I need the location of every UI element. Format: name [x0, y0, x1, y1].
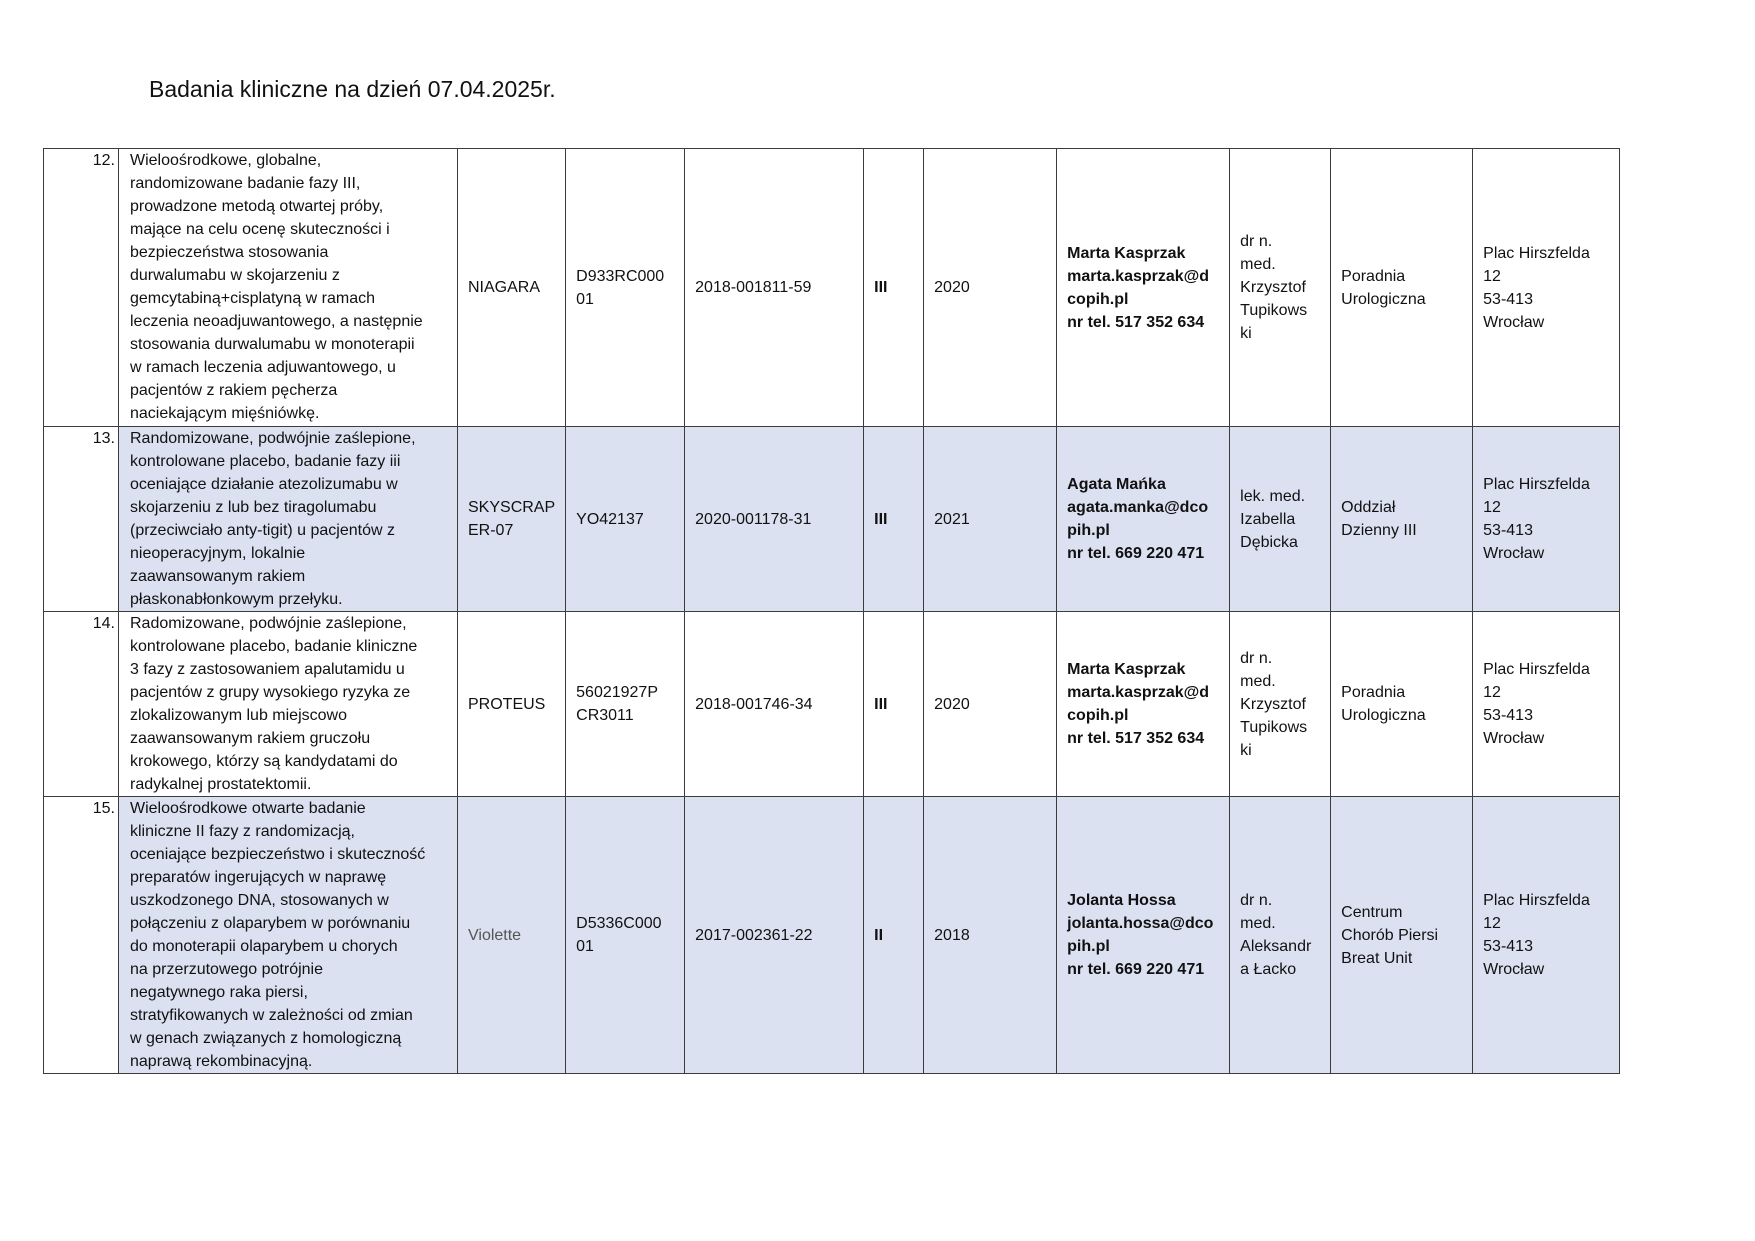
cell-line: bezpieczeństwa stosowania	[130, 244, 329, 261]
cell-line: Violette	[468, 926, 522, 944]
cell-line: SKYSCRAP	[468, 499, 556, 516]
trial-coordinator	[1057, 612, 1230, 797]
cell-line: Plac Hirszfelda	[1483, 661, 1590, 678]
cell-line: D5336C000	[576, 915, 662, 932]
trial-number: 14.	[44, 612, 119, 797]
cell-line: naciekającym mięśniówkę.	[130, 405, 320, 422]
cell-line: Breat Unit	[1341, 949, 1413, 967]
cell-line: skojarzeniu z lub bez tiragolumabu	[130, 499, 377, 516]
trial-address	[1473, 427, 1620, 612]
cell-line: Aleksandr	[1240, 938, 1312, 955]
cell-line: Agata Mańka	[1067, 476, 1166, 493]
trial-address	[1473, 797, 1620, 1074]
cell-line: Marta Kasprzak	[1067, 661, 1186, 678]
cell-line: CR3011	[576, 707, 634, 724]
cell-line: 01	[576, 290, 594, 308]
trial-number: 12.	[44, 149, 119, 427]
trial-protocol	[566, 427, 685, 612]
cell-line: Izabella	[1240, 510, 1296, 528]
trial-year: 2021	[924, 427, 1057, 612]
cell-line: copih.pl	[1067, 290, 1129, 308]
cell-line: Oddział	[1341, 499, 1396, 516]
trial-title	[119, 149, 458, 427]
cell-line: Centrum	[1341, 903, 1403, 921]
cell-line: Wrocław	[1483, 545, 1545, 562]
cell-line: Marta Kasprzak	[1067, 244, 1186, 262]
cell-line: nr tel. 669 220 471	[1067, 545, 1205, 562]
cell-line: med.	[1240, 672, 1276, 690]
cell-line: kliniczne II fazy z randomizacją,	[130, 823, 355, 840]
cell-line: 12	[1483, 499, 1501, 516]
cell-line: copih.pl	[1067, 707, 1129, 724]
trial-protocol	[566, 797, 685, 1074]
cell-line: 12	[1483, 684, 1501, 701]
trial-investigator	[1230, 427, 1331, 612]
trial-phase: III	[864, 427, 924, 612]
cell-line: Wieloośrodkowe, globalne,	[130, 152, 322, 169]
cell-line: Tupikows	[1240, 302, 1308, 319]
cell-line: marta.kasprzak@d	[1067, 684, 1210, 701]
cell-line: na przerzutowego potrójnie	[130, 961, 324, 978]
trial-protocol	[566, 612, 685, 797]
trial-acronym	[458, 612, 566, 797]
cell-line: Urologiczna	[1341, 707, 1426, 724]
cell-line: 53-413	[1483, 522, 1533, 539]
cell-line: uszkodzonego DNA, stosowanych w	[130, 892, 389, 909]
cell-line: płaskonabłonkowym przełyku.	[130, 591, 343, 608]
trial-coordinator	[1057, 797, 1230, 1074]
cell-line: zlokalizowanym lub miejscowo	[130, 707, 347, 724]
cell-line: 53-413	[1483, 290, 1533, 308]
cell-line: a Łacko	[1240, 961, 1297, 978]
cell-line: Wieloośrodkowe otwarte badanie	[130, 800, 366, 817]
cell-line: med.	[1240, 915, 1276, 932]
trial-acronym	[458, 149, 566, 427]
cell-line: Plac Hirszfelda	[1483, 892, 1590, 909]
trial-year: 2020	[924, 149, 1057, 427]
cell-line: NIAGARA	[468, 279, 541, 296]
cell-line: ER-07	[468, 522, 514, 539]
cell-line: zaawansowanym rakiem gruczołu	[130, 730, 371, 747]
cell-line: durwalumabu w skojarzeniu z	[130, 267, 340, 284]
cell-line: 12	[1483, 915, 1501, 932]
cell-line: pacjentów z rakiem pęcherza	[130, 382, 338, 399]
cell-line: Dzienny III	[1341, 522, 1417, 539]
cell-line: nr tel. 517 352 634	[1067, 313, 1205, 331]
cell-line: agata.manka@dco	[1067, 499, 1209, 516]
cell-line: dr n.	[1240, 649, 1273, 667]
cell-line: naprawą rekombinacyjną.	[130, 1053, 313, 1070]
cell-line: Chorób Piersi	[1341, 926, 1439, 944]
cell-line: 01	[576, 938, 594, 955]
cell-line: radykalnej prostatektomii.	[130, 776, 312, 793]
cell-line: Krzysztof	[1240, 279, 1306, 296]
table-row	[44, 427, 1620, 612]
cell-line: Tupikows	[1240, 718, 1308, 736]
cell-line: do monoterapii olaparybem u chorych	[130, 938, 398, 955]
cell-line: stratyfikowanych w zależności od zmian	[130, 1007, 413, 1024]
cell-line: 12	[1483, 267, 1501, 285]
cell-line: Plac Hirszfelda	[1483, 244, 1590, 262]
cell-line: Wrocław	[1483, 961, 1545, 978]
cell-line: oceniające bezpieczeństwo i skuteczność	[130, 846, 426, 863]
page-title: Badania kliniczne na dzień 07.04.2025r.	[149, 76, 556, 102]
cell-line: marta.kasprzak@d	[1067, 267, 1210, 285]
cell-line: PROTEUS	[468, 695, 546, 713]
cell-line: Dębicka	[1240, 533, 1298, 551]
trial-number: 15.	[44, 797, 119, 1074]
cell-line: negatywnego raka piersi,	[130, 984, 308, 1001]
cell-line: połączeniu z olaparybem w porównaniu	[130, 915, 411, 932]
cell-line: randomizowane badanie fazy III,	[130, 175, 361, 192]
cell-line: krokowego, którzy są kandydatami do	[130, 753, 398, 770]
table-body	[44, 149, 1620, 1074]
cell-line: zaawansowanym rakiem	[130, 568, 306, 585]
trial-eudract: 2020-001178-31	[685, 427, 864, 612]
cell-line: nr tel. 669 220 471	[1067, 961, 1205, 978]
cell-line: mające na celu ocenę skuteczności i	[130, 221, 390, 238]
cell-line: pacjentów z grupy wysokiego ryzyka ze	[130, 684, 411, 701]
cell-line: Wrocław	[1483, 730, 1545, 747]
cell-line: Wrocław	[1483, 313, 1545, 331]
cell-line: (przeciwciało anty-tigit) u pacjentów z	[130, 522, 395, 539]
trial-number: 13.	[44, 427, 119, 612]
trial-phase: II	[864, 797, 924, 1074]
cell-line: w genach związanych z homologiczną	[130, 1030, 402, 1047]
cell-line: kontrolowane placebo, badanie fazy iii	[130, 453, 401, 470]
trial-acronym	[458, 427, 566, 612]
trial-unit	[1331, 149, 1473, 427]
trial-address	[1473, 612, 1620, 797]
trial-coordinator	[1057, 149, 1230, 427]
trial-eudract: 2018-001811-59	[685, 149, 864, 427]
trial-title	[119, 427, 458, 612]
cell-line: Radomizowane, podwójnie zaślepione,	[130, 615, 407, 632]
trial-investigator	[1230, 149, 1331, 427]
trial-acronym	[458, 797, 566, 1074]
cell-line: Krzysztof	[1240, 695, 1306, 713]
cell-line: pih.pl	[1067, 522, 1110, 539]
cell-line: Poradnia	[1341, 267, 1406, 285]
cell-line: leczenia neoadjuwantowego, a następnie	[130, 313, 423, 330]
cell-line: jolanta.hossa@dco	[1067, 915, 1214, 932]
clinical-trials-table	[43, 148, 1620, 1074]
trial-coordinator	[1057, 427, 1230, 612]
trial-eudract: 2018-001746-34	[685, 612, 864, 797]
trial-phase: III	[864, 612, 924, 797]
table-row	[44, 149, 1620, 427]
cell-line: dr n.	[1240, 233, 1273, 250]
cell-line: D933RC000	[576, 267, 665, 285]
trial-address	[1473, 149, 1620, 427]
trial-title	[119, 797, 458, 1074]
cell-line: Urologiczna	[1341, 290, 1426, 308]
cell-line: ki	[1240, 741, 1252, 759]
cell-line: nr tel. 517 352 634	[1067, 730, 1205, 747]
cell-line: preparatów ingerujących w naprawę	[130, 869, 387, 886]
cell-line: 56021927P	[576, 684, 658, 701]
cell-line: ki	[1240, 325, 1252, 342]
trial-phase: III	[864, 149, 924, 427]
cell-line: lek. med.	[1240, 487, 1306, 505]
cell-line: nieoperacyjnym, lokalnie	[130, 545, 306, 562]
cell-line: prowadzone metodą otwartej próby,	[130, 198, 384, 215]
trial-title	[119, 612, 458, 797]
table-row	[44, 612, 1620, 797]
cell-line: dr n.	[1240, 892, 1273, 909]
cell-line: w ramach leczenia adjuwantowego, u	[130, 359, 396, 376]
cell-line: med.	[1240, 256, 1276, 273]
trial-year: 2018	[924, 797, 1057, 1074]
cell-line: pih.pl	[1067, 938, 1110, 955]
cell-line: YO42137	[576, 510, 644, 528]
cell-line: kontrolowane placebo, badanie kliniczne	[130, 638, 418, 655]
cell-line: stosowania durwalumabu w monoterapii	[130, 336, 415, 353]
trial-protocol	[566, 149, 685, 427]
cell-line: oceniające działanie atezolizumabu w	[130, 476, 398, 493]
trial-investigator	[1230, 797, 1331, 1074]
table-row	[44, 797, 1620, 1074]
cell-line: 53-413	[1483, 938, 1533, 955]
cell-line: Plac Hirszfelda	[1483, 476, 1590, 493]
trial-unit	[1331, 612, 1473, 797]
cell-line: Poradnia	[1341, 684, 1406, 701]
trial-unit	[1331, 797, 1473, 1074]
trial-unit	[1331, 427, 1473, 612]
cell-line: gemcytabiną+cisplatyną w ramach	[130, 290, 376, 307]
cell-line: Randomizowane, podwójnie zaślepione,	[130, 430, 416, 447]
trial-investigator	[1230, 612, 1331, 797]
trial-eudract: 2017-002361-22	[685, 797, 864, 1074]
cell-line: Jolanta Hossa	[1067, 892, 1176, 909]
cell-line: 3 fazy z zastosowaniem apalutamidu u	[130, 661, 405, 678]
trial-year: 2020	[924, 612, 1057, 797]
cell-line: 53-413	[1483, 707, 1533, 724]
